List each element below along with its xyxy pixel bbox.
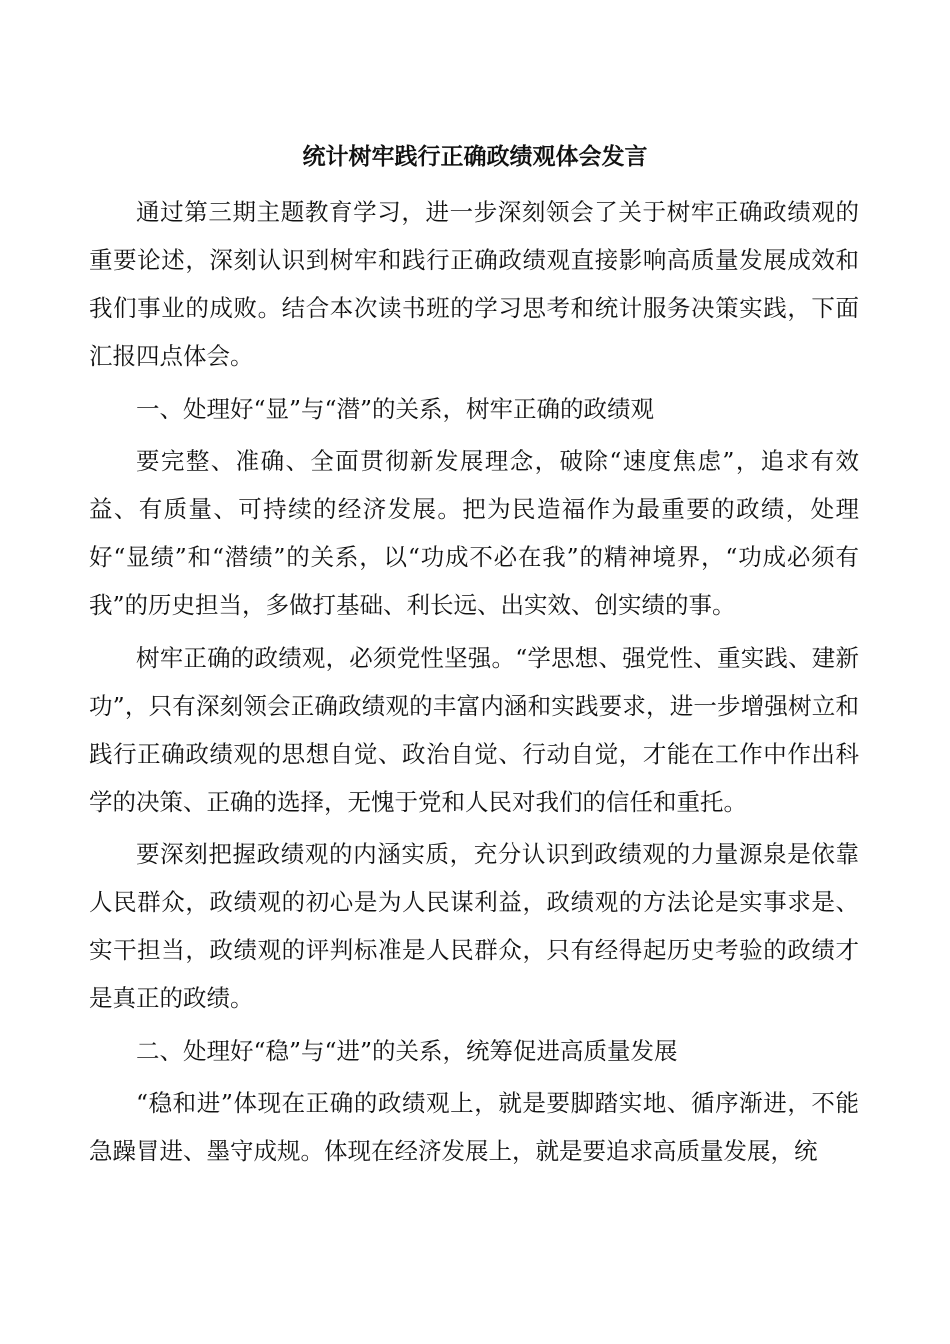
section-heading-1: 一、处理好“显”与“潜”的关系，树牢正确的政绩观 <box>136 394 655 423</box>
body-paragraph: “稳和进”体现在正确的政绩观上，就是要脚踏实地、循序渐进，不能急躁冒进、墨守成规。体现在经济发展上，就是要追求高质量发展，统 <box>89 1089 859 1165</box>
body-paragraph: 树牢正确的政绩观，必须党性坚强。“学思想、强党性、重实践、建新功”，只有深刻领会正确政绩观的丰富内涵和实践要求，进一步增强树立和践行正确政绩观的思想自觉、政治自觉、行动自觉，才能在工作中作出科学的决策、正确的选择，无愧于党和人民对我们的信任和重托。 <box>89 643 859 816</box>
intro-paragraph: 通过第三期主题教育学习，进一步深刻领会了关于树牢正确政绩观的重要论述，深刻认识到树牢和践行正确政绩观直接影响高质量发展成效和我们事业的成败。结合本次读书班的学习思考和统计服务决策实践，下面汇报四点体会。 <box>89 198 859 370</box>
document-title: 统计树牢践行正确政绩观体会发言 <box>302 143 648 170</box>
document-body <box>89 188 859 1180</box>
section-heading-2: 二、处理好“稳”与“进”的关系，统筹促进高质量发展 <box>136 1036 678 1065</box>
body-paragraph: 要完整、准确、全面贯彻新发展理念，破除“速度焦虑”，追求有效益、有质量、可持续的经济发展。把为民造福作为最重要的政绩，处理好“显绩”和“潜绩”的关系，以“功成不必在我”的精神境界，“功成必须有我”的历史担当，多做打基础、利长远、出实效、创实绩的事。 <box>89 447 859 619</box>
body-paragraph: 要深刻把握政绩观的内涵实质，充分认识到政绩观的力量源泉是依靠人民群众，政绩观的初心是为人民谋利益，政绩观的方法论是实事求是、实干担当，政绩观的评判标准是人民群众，只有经得起历史考验的政绩才是真正的政绩。 <box>89 840 859 1012</box>
